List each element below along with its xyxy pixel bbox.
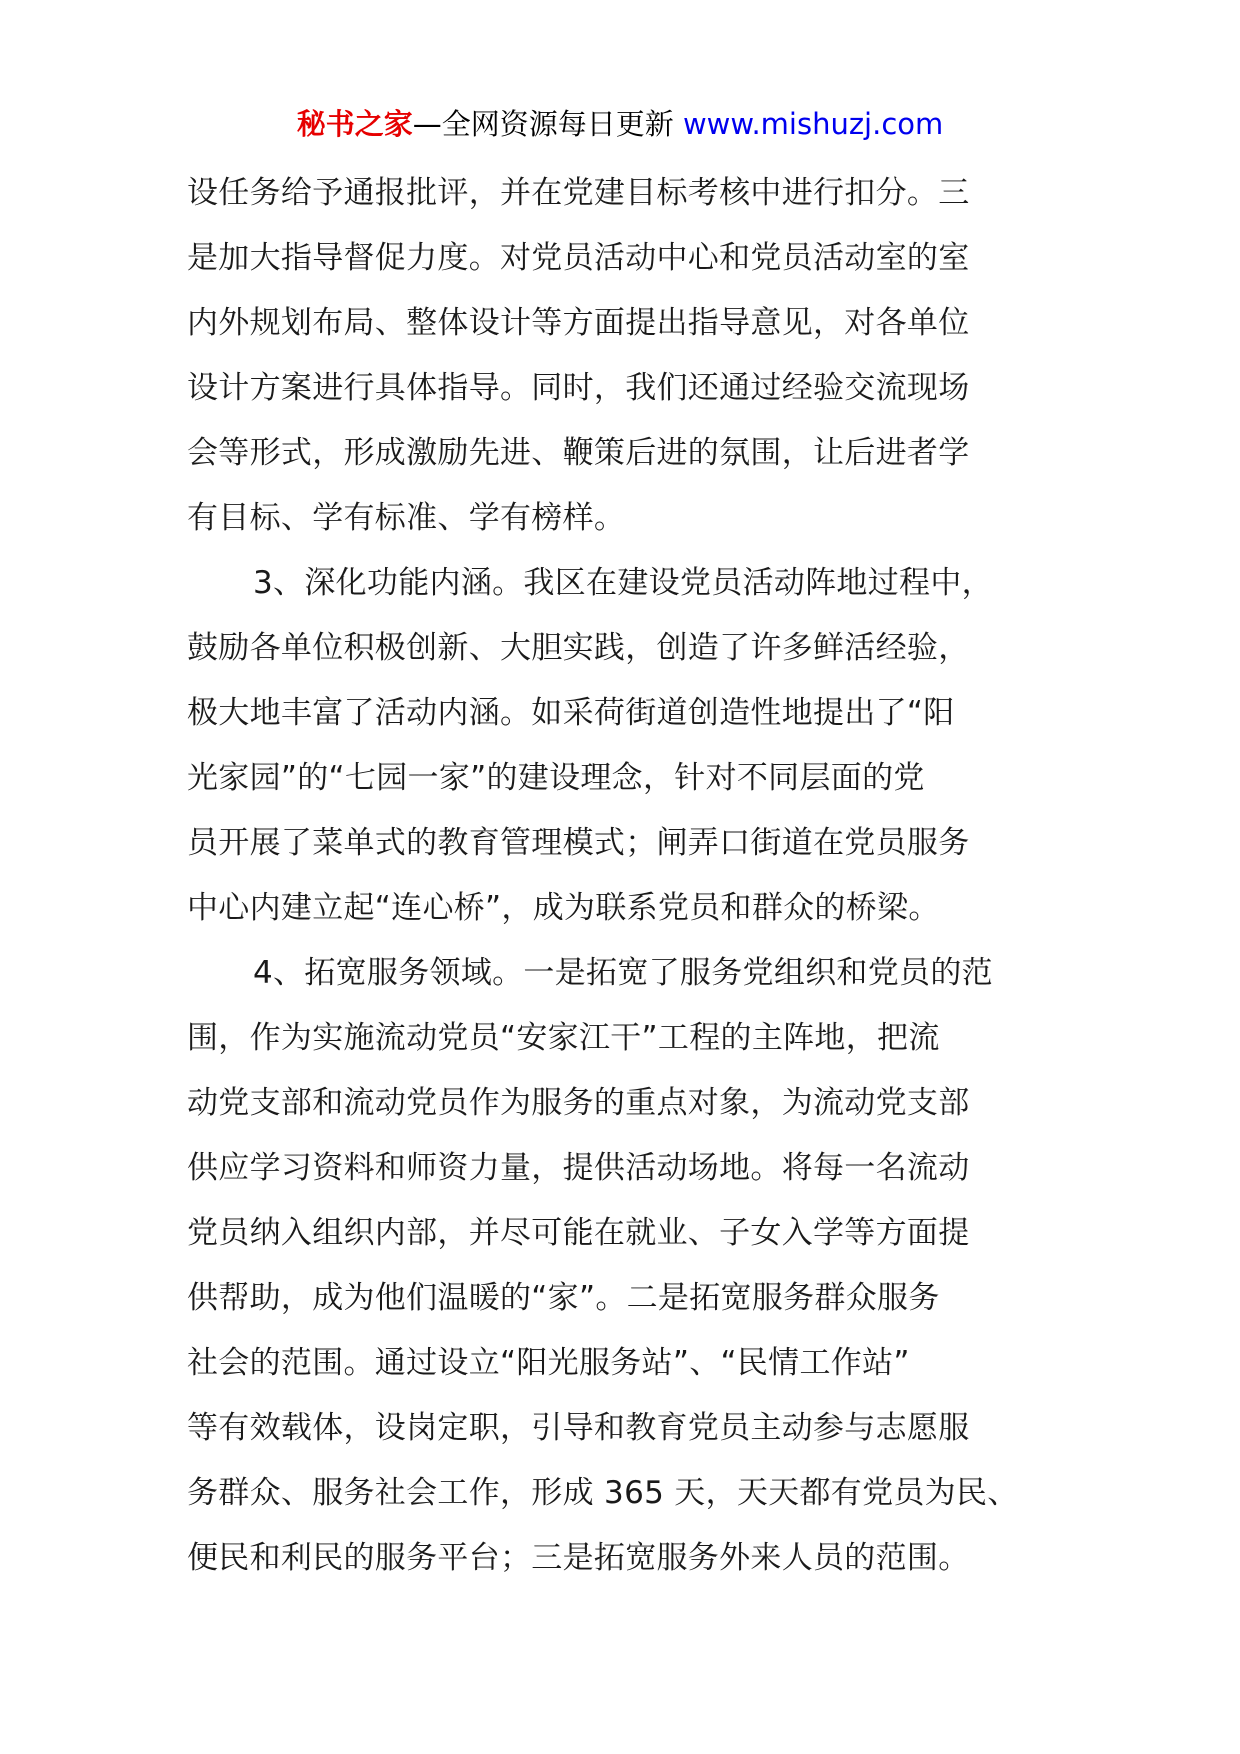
text-line: 等有效载体，设岗定职，引导和教育党员主动参与志愿服: [187, 1410, 970, 1446]
text-line: 社会的范围。通过设立“阳光服务站”、“民情工作站”: [187, 1345, 910, 1381]
text-line: 员开展了菜单式的教育管理模式；闸弄口街道在党员服务: [187, 825, 970, 861]
document-body: [187, 161, 1047, 1591]
text-line: 供应学习资料和师资力量，提供活动场地。将每一名流动: [187, 1150, 970, 1186]
site-url-link[interactable]: www.mishuzj.com: [682, 107, 944, 141]
text-line: 设计方案进行具体指导。同时，我们还通过经验交流现场: [187, 370, 970, 406]
text-line: 有目标、学有标准、学有榜样。: [187, 500, 626, 536]
text-line: 务群众、服务社会工作，形成 365 天，天天都有党员为民、: [187, 1475, 1019, 1511]
text-line: 动党支部和流动党员作为服务的重点对象，为流动党支部: [187, 1085, 970, 1121]
paragraph-heading-line: 3、深化功能内涵。我区在建设党员活动阵地过程中，: [253, 565, 993, 601]
text-line: 极大地丰富了活动内涵。如采荷街道创造性地提出了“阳: [187, 695, 955, 731]
text-line: 光家园”的“七园一家”的建设理念，针对不同层面的党: [187, 760, 925, 796]
text-line: 内外规划布局、整体设计等方面提出指导意见，对各单位: [187, 305, 970, 341]
brand-name: 秘书之家: [296, 107, 413, 141]
text-line: 是加大指导督促力度。对党员活动中心和党员活动室的室: [187, 240, 970, 276]
text-line: 供帮助，成为他们温暖的“家”。二是拓宽服务群众服务: [187, 1280, 940, 1316]
page-header: [0, 104, 1240, 144]
header-tagline: —全网资源每日更新: [412, 107, 674, 141]
text-line: 中心内建立起“连心桥”，成为联系党员和群众的桥梁。: [187, 890, 940, 926]
text-line: 便民和利民的服务平台；三是拓宽服务外来人员的范围。: [187, 1540, 970, 1576]
text-line: 党员纳入组织内部，并尽可能在就业、子女入学等方面提: [187, 1215, 970, 1251]
paragraph-heading-line: 4、拓宽服务领域。一是拓宽了服务党组织和党员的范: [253, 955, 993, 991]
text-line: 围，作为实施流动党员“安家江干”工程的主阵地，把流: [187, 1020, 940, 1056]
text-line: 会等形式，形成激励先进、鞭策后进的氛围，让后进者学: [187, 435, 970, 471]
text-line: 设任务给予通报批评，并在党建目标考核中进行扣分。三: [187, 175, 970, 211]
text-line: 鼓励各单位积极创新、大胆实践，创造了许多鲜活经验，: [187, 630, 970, 666]
